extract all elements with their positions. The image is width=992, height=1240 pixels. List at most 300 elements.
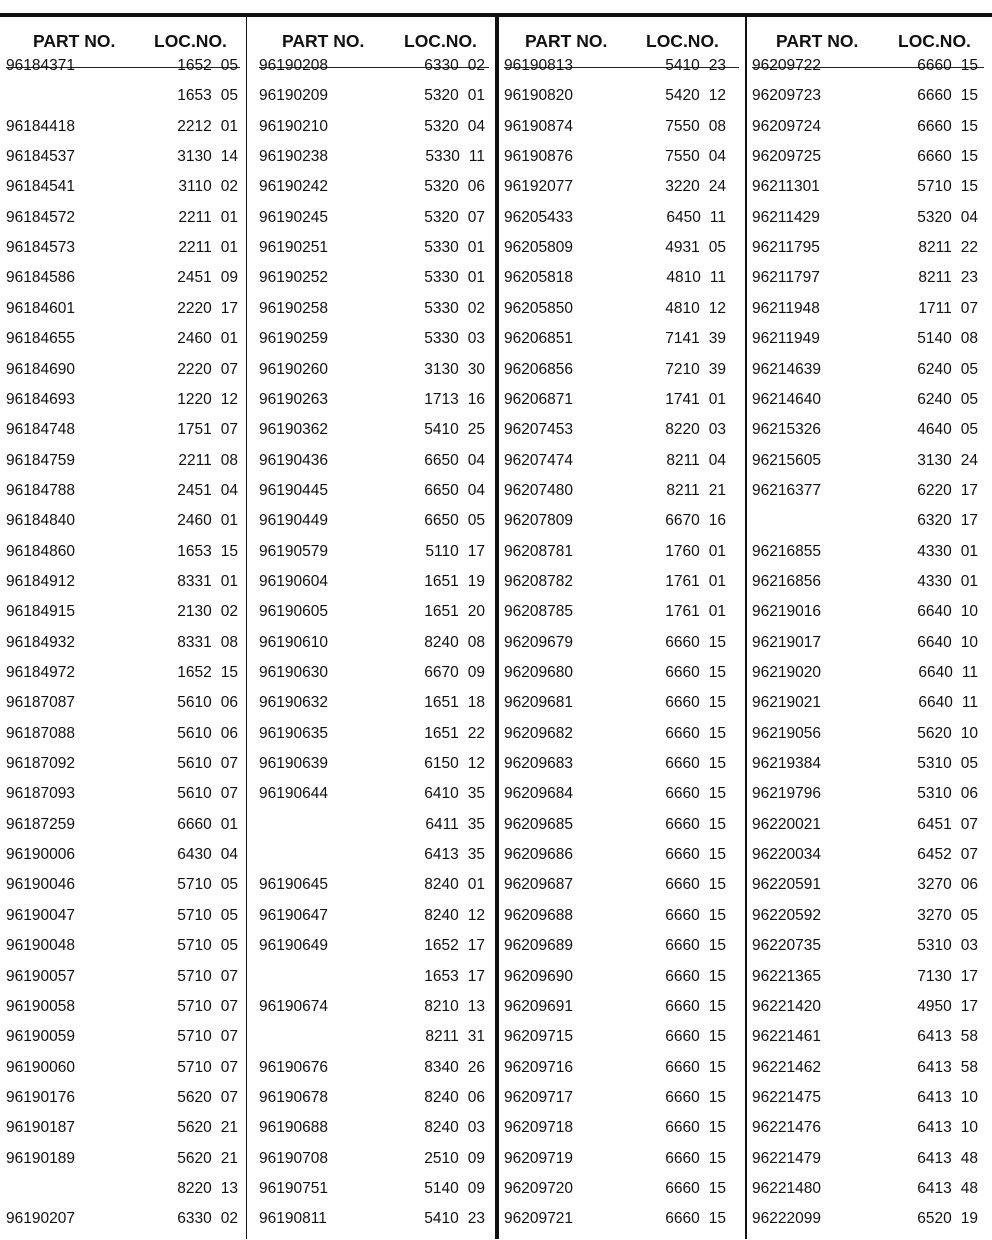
location-sub-code: 35	[467, 846, 485, 864]
part-no-header: PART NO.	[282, 31, 365, 51]
location-code: 3220	[665, 178, 700, 196]
location-number	[424, 1150, 485, 1168]
part-number: 96187092	[6, 755, 75, 773]
location-sub-code: 17	[467, 542, 485, 560]
table-row	[504, 1089, 745, 1119]
location-sub-code: 15	[708, 1058, 726, 1076]
location-code: 8210	[424, 997, 459, 1015]
part-number: 96209683	[504, 755, 573, 773]
location-number	[177, 269, 238, 287]
location-code: 6660	[665, 967, 700, 985]
location-number	[424, 361, 485, 379]
location-code: 2211	[178, 239, 212, 257]
part-number: 96219796	[752, 785, 821, 803]
location-code: 8211	[918, 239, 952, 257]
location-number	[177, 1028, 238, 1046]
part-number: 96214640	[752, 390, 821, 408]
table-row	[504, 330, 745, 360]
table-row	[504, 725, 745, 755]
part-number: 96190674	[259, 997, 328, 1015]
table-row	[504, 269, 745, 299]
part-number: 96190635	[259, 724, 328, 742]
location-sub-code: 58	[960, 1058, 978, 1076]
part-number: 96209681	[504, 694, 573, 712]
location-code: 5140	[424, 1179, 459, 1197]
location-sub-code: 11	[709, 208, 726, 226]
table-row	[6, 694, 246, 724]
part-number: 96184572	[6, 208, 75, 226]
location-number	[177, 87, 238, 105]
location-number	[666, 269, 726, 287]
location-number	[665, 512, 726, 530]
location-code: 3130	[917, 451, 952, 469]
part-number: 96184537	[6, 148, 75, 166]
table-row	[259, 269, 495, 299]
location-sub-code: 17	[960, 512, 978, 530]
part-number: 96219017	[752, 633, 821, 651]
location-sub-code: 23	[960, 269, 978, 287]
part-number: 96207480	[504, 481, 573, 499]
location-sub-code: 39	[708, 330, 726, 348]
location-code: 1652	[177, 664, 212, 681]
location-sub-code: 07	[220, 755, 238, 773]
location-number	[665, 937, 726, 955]
table-row	[6, 603, 246, 633]
location-number	[918, 239, 978, 257]
location-code: 3270	[917, 906, 952, 924]
table-row	[259, 512, 495, 542]
location-number	[665, 57, 726, 75]
table-row	[752, 178, 990, 208]
location-sub-code: 07	[960, 846, 978, 864]
location-number	[665, 543, 726, 561]
location-code: 1761	[665, 572, 700, 590]
location-number	[177, 512, 238, 530]
table-row	[6, 421, 246, 451]
part-number: 96216855	[752, 542, 821, 560]
location-number	[665, 1150, 726, 1168]
part-number: 96219016	[752, 603, 821, 621]
table-row	[259, 1119, 495, 1149]
location-sub-code: 08	[467, 633, 485, 651]
table-row	[504, 755, 745, 785]
location-sub-code: 16	[467, 390, 485, 408]
location-number	[917, 937, 978, 955]
location-code: 7141	[665, 330, 700, 348]
part-number: 96209689	[504, 937, 573, 955]
location-sub-code: 07	[220, 997, 238, 1015]
part-number: 96205809	[504, 239, 573, 257]
location-number	[665, 846, 726, 864]
part-number: 96190208	[259, 57, 328, 74]
location-number	[917, 512, 978, 530]
location-sub-code: 11	[468, 148, 485, 166]
location-number	[424, 512, 485, 530]
location-sub-code: 07	[220, 785, 238, 803]
table-row	[504, 1119, 745, 1149]
location-sub-code: 48	[960, 1149, 978, 1167]
location-sub-code: 05	[220, 87, 238, 105]
location-sub-code: 15	[960, 117, 978, 135]
location-number	[177, 998, 238, 1016]
location-number	[177, 300, 238, 318]
location-sub-code: 06	[960, 785, 978, 803]
location-sub-code: 05	[220, 937, 238, 955]
location-sub-code: 15	[960, 57, 978, 74]
part-number: 96211797	[752, 269, 820, 287]
location-code: 5320	[917, 208, 952, 226]
location-code: 4640	[917, 421, 952, 439]
location-sub-code: 09	[467, 664, 485, 681]
location-sub-code: 06	[220, 694, 238, 712]
location-number	[917, 1028, 978, 1046]
location-sub-code: 30	[467, 360, 485, 378]
part-number: 96220735	[752, 937, 821, 955]
location-sub-code: 07	[220, 421, 238, 439]
location-sub-code: 02	[467, 299, 485, 317]
table-row	[504, 482, 745, 512]
location-code: 2130	[177, 603, 212, 621]
part-number: 96208785	[504, 603, 573, 621]
part-number: 96190259	[259, 330, 328, 348]
part-number: 96207809	[504, 512, 573, 530]
location-sub-code: 05	[220, 57, 238, 74]
table-row	[6, 330, 246, 360]
location-number	[665, 239, 726, 257]
table-row	[6, 239, 246, 269]
part-number: 96190610	[259, 633, 328, 651]
location-number	[424, 634, 485, 652]
location-code: 2212	[177, 117, 212, 135]
location-sub-code: 03	[467, 1119, 485, 1137]
table-row	[259, 178, 495, 208]
table-row	[6, 361, 246, 391]
location-code: 6240	[917, 360, 952, 378]
part-number: 96190644	[259, 785, 328, 803]
location-code: 5410	[424, 421, 459, 439]
location-code: 5330	[425, 148, 460, 166]
location-number	[917, 725, 978, 743]
table-row	[6, 57, 246, 87]
location-sub-code: 05	[960, 906, 978, 924]
part-number: 96190260	[259, 360, 328, 378]
table-row	[752, 1119, 990, 1149]
location-number	[665, 634, 726, 652]
location-sub-code: 15	[708, 724, 726, 742]
location-number	[917, 1180, 978, 1198]
location-code: 1751	[177, 421, 212, 439]
location-sub-code: 11	[961, 664, 978, 681]
location-sub-code: 16	[708, 512, 726, 530]
location-number	[178, 239, 238, 257]
location-code: 5610	[177, 785, 212, 803]
part-number: 96190238	[259, 148, 328, 166]
location-number	[424, 573, 485, 591]
location-number	[666, 209, 726, 227]
location-code: 5620	[177, 1088, 212, 1106]
location-sub-code: 12	[708, 87, 726, 105]
location-number	[424, 421, 485, 439]
table-row	[259, 482, 495, 512]
location-sub-code: 01	[220, 239, 238, 257]
location-code: 8240	[424, 876, 459, 894]
location-sub-code: 06	[467, 1088, 485, 1106]
table-row	[504, 361, 745, 391]
location-number	[424, 876, 485, 894]
location-code: 6660	[665, 785, 700, 803]
location-code: 5410	[424, 1210, 459, 1228]
location-number	[177, 876, 238, 894]
table-row	[259, 421, 495, 451]
location-number	[918, 694, 978, 712]
location-sub-code: 21	[220, 1119, 238, 1137]
location-code: 6240	[917, 390, 952, 408]
location-number	[917, 330, 978, 348]
location-number	[424, 846, 485, 864]
location-sub-code: 35	[467, 815, 485, 833]
location-sub-code: 15	[708, 785, 726, 803]
part-number: 96216377	[752, 481, 821, 499]
location-code: 1651	[424, 724, 459, 742]
location-code: 6660	[665, 937, 700, 955]
part-number: 96209679	[504, 633, 573, 651]
location-sub-code: 05	[220, 906, 238, 924]
part-number: 96190189	[6, 1149, 75, 1167]
location-sub-code: 21	[708, 481, 726, 499]
location-sub-code: 01	[220, 117, 238, 135]
part-number: 96209684	[504, 785, 573, 803]
table-row	[6, 300, 246, 330]
part-number: 96190362	[259, 421, 328, 439]
part-number: 96190176	[6, 1088, 75, 1106]
location-number	[425, 148, 485, 166]
location-number	[424, 1119, 485, 1137]
location-sub-code: 09	[220, 269, 238, 287]
part-number: 96211429	[752, 208, 820, 226]
location-sub-code: 15	[708, 997, 726, 1015]
part-number: 96190647	[259, 906, 328, 924]
table-row	[752, 634, 990, 664]
location-number	[177, 573, 238, 591]
part-number: 96205433	[504, 208, 573, 226]
table-row	[504, 87, 745, 117]
location-code: 6413	[917, 1119, 952, 1137]
part-number: 96215605	[752, 451, 821, 469]
location-sub-code: 01	[708, 390, 726, 408]
location-code: 2220	[177, 360, 212, 378]
location-code: 5310	[917, 755, 952, 773]
table-row	[752, 603, 990, 633]
location-code: 8220	[665, 421, 700, 439]
part-number: 96184840	[6, 512, 75, 530]
location-sub-code: 15	[708, 1119, 726, 1137]
part-number: 96207453	[504, 421, 573, 439]
location-sub-code: 14	[220, 148, 238, 166]
location-code: 8211	[666, 481, 700, 499]
location-code: 5330	[424, 299, 459, 317]
table-row	[6, 876, 246, 906]
location-sub-code: 26	[467, 1058, 485, 1076]
loc-no-header: LOC.NO.	[898, 31, 971, 51]
location-number	[177, 846, 238, 864]
location-code: 2510	[424, 1149, 459, 1167]
location-code: 8331	[177, 572, 212, 590]
part-number: 96209690	[504, 967, 573, 985]
part-number: 96209718	[504, 1119, 573, 1137]
location-number	[177, 1150, 238, 1168]
table-row	[6, 998, 246, 1028]
table-row	[752, 1089, 990, 1119]
location-number	[665, 87, 726, 105]
location-number	[177, 57, 238, 75]
location-sub-code: 04	[467, 481, 485, 499]
table-row	[752, 57, 990, 87]
location-sub-code: 10	[960, 603, 978, 621]
location-code: 4810	[666, 269, 701, 287]
location-code: 5320	[424, 117, 459, 135]
location-code: 6451	[917, 815, 952, 833]
location-code: 6660	[665, 1149, 700, 1167]
table-row	[752, 1059, 990, 1089]
location-code: 5310	[917, 937, 952, 955]
location-number	[177, 1059, 238, 1077]
location-sub-code: 03	[960, 937, 978, 955]
location-sub-code: 17	[960, 481, 978, 499]
location-sub-code: 17	[220, 299, 238, 317]
table-row	[259, 876, 495, 906]
location-sub-code: 02	[220, 178, 238, 196]
part-number: 96206856	[504, 360, 573, 378]
part-number: 96187087	[6, 694, 75, 712]
location-code: 5710	[177, 906, 212, 924]
part-number: 96208782	[504, 572, 573, 590]
table-row	[6, 755, 246, 785]
table-row	[259, 998, 495, 1028]
table-row	[752, 694, 990, 724]
part-number: 96190876	[504, 148, 573, 166]
location-sub-code: 19	[960, 1210, 978, 1228]
location-code: 1653	[177, 542, 212, 560]
location-number	[665, 876, 726, 894]
part-number: 96209717	[504, 1088, 573, 1106]
location-number	[665, 694, 726, 712]
location-code: 6660	[665, 1028, 700, 1046]
location-sub-code: 12	[467, 906, 485, 924]
table-row	[6, 118, 246, 148]
location-sub-code: 07	[960, 299, 978, 317]
location-number	[918, 300, 978, 318]
location-code: 4330	[917, 542, 952, 560]
location-number	[424, 452, 485, 470]
location-sub-code: 01	[708, 572, 726, 590]
location-code: 8211	[918, 269, 952, 287]
table-row	[504, 664, 745, 694]
location-sub-code: 20	[467, 603, 485, 621]
part-number: 96219020	[752, 664, 821, 681]
location-code: 2211	[178, 208, 212, 226]
location-number	[917, 1210, 978, 1228]
location-sub-code: 17	[467, 967, 485, 985]
location-number	[177, 543, 238, 561]
table-row	[752, 725, 990, 755]
location-number	[665, 725, 726, 743]
part-number: 96211301	[752, 178, 820, 196]
table-row	[752, 573, 990, 603]
table-row	[6, 482, 246, 512]
location-code: 2460	[177, 512, 212, 530]
location-code: 2220	[177, 299, 212, 317]
location-code: 8240	[424, 633, 459, 651]
part-number: 96190579	[259, 542, 328, 560]
location-sub-code: 04	[708, 451, 726, 469]
part-number: 96207474	[504, 451, 573, 469]
location-number	[918, 269, 978, 287]
location-sub-code: 08	[960, 330, 978, 348]
location-sub-code: 01	[220, 512, 238, 530]
location-number	[665, 421, 726, 439]
table-row	[6, 1028, 246, 1058]
part-number: 96190676	[259, 1058, 328, 1076]
table-row	[259, 209, 495, 239]
loc-no-header: LOC.NO.	[154, 31, 227, 51]
location-code: 5710	[917, 178, 952, 196]
location-number	[666, 482, 726, 500]
location-sub-code: 15	[708, 815, 726, 833]
location-sub-code: 01	[467, 876, 485, 894]
location-number	[917, 968, 978, 986]
table-row	[752, 239, 990, 269]
part-no-header: PART NO.	[776, 31, 859, 51]
location-sub-code: 22	[960, 239, 978, 257]
part-number: 96190006	[6, 846, 75, 864]
location-sub-code: 04	[467, 451, 485, 469]
location-code: 5710	[177, 997, 212, 1015]
table-row	[259, 785, 495, 815]
location-code: 6660	[665, 1179, 700, 1197]
part-number: 96209688	[504, 906, 573, 924]
table-row	[504, 937, 745, 967]
location-code: 1653	[177, 87, 212, 105]
location-number	[917, 755, 978, 773]
location-sub-code: 22	[467, 724, 485, 742]
location-sub-code: 07	[220, 967, 238, 985]
table-row	[752, 421, 990, 451]
location-sub-code: 39	[708, 360, 726, 378]
location-sub-code: 04	[220, 846, 238, 864]
part-number: 96209685	[504, 815, 573, 833]
table-row	[6, 391, 246, 421]
location-number	[917, 816, 978, 834]
table-row	[259, 1028, 495, 1058]
location-number	[424, 482, 485, 500]
part-number: 96221365	[752, 967, 821, 985]
location-code: 5620	[177, 1149, 212, 1167]
location-code: 8211	[425, 1028, 459, 1046]
table-row	[259, 1150, 495, 1180]
part-number: 96190258	[259, 299, 328, 317]
location-number	[177, 1119, 238, 1137]
location-sub-code: 04	[708, 148, 726, 166]
location-code: 1220	[177, 390, 212, 408]
location-code: 6413	[917, 1088, 952, 1106]
table-row	[6, 148, 246, 178]
location-number	[424, 118, 485, 136]
location-number	[177, 755, 238, 773]
table-row	[259, 968, 495, 998]
location-sub-code: 21	[220, 1149, 238, 1167]
location-code: 2451	[177, 269, 212, 287]
location-number	[917, 361, 978, 379]
